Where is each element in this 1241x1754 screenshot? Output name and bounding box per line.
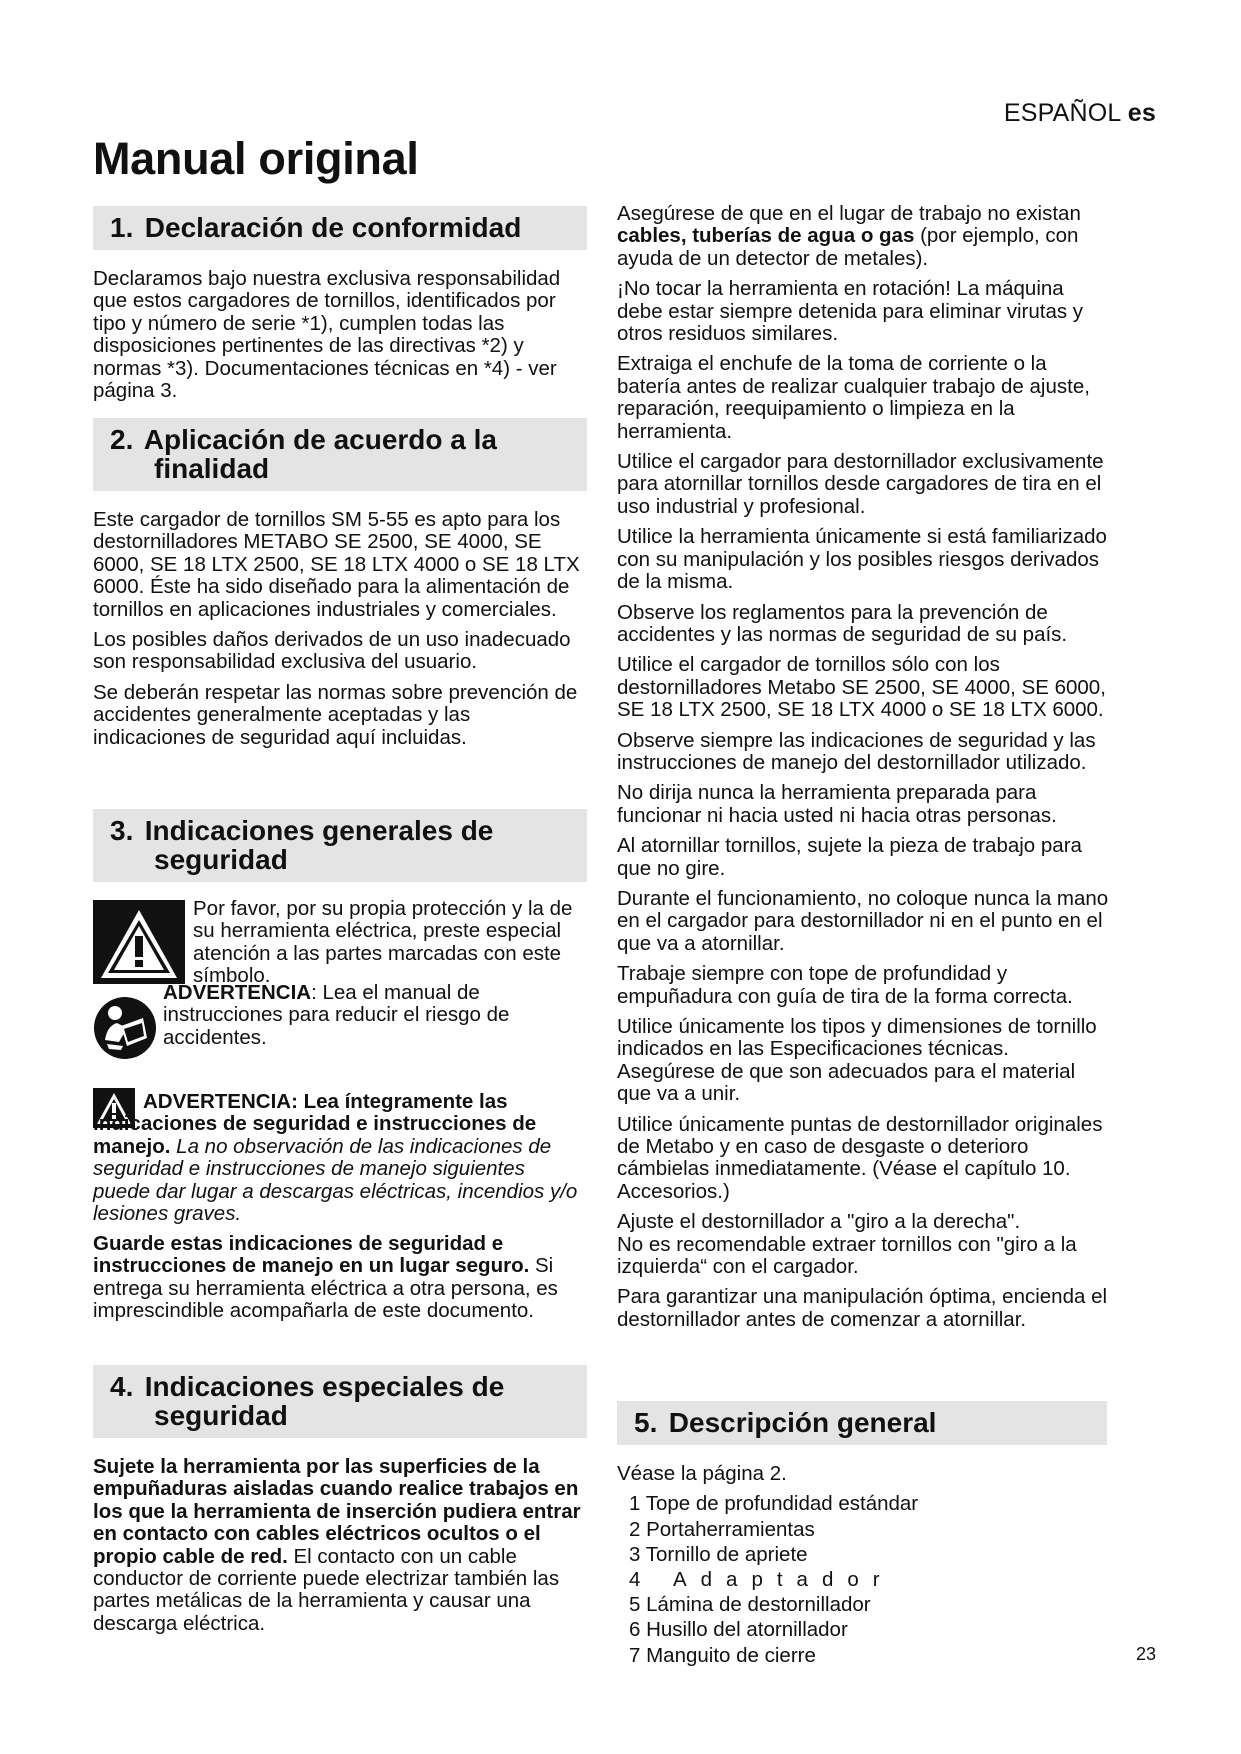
- parts-list-item: 4 Adaptador: [629, 1568, 894, 1592]
- right-paragraph-2: ¡No tocar la herramienta en rotación! La máquina debe estar siempre detenida para eliminar virutas y otros residuos similares.: [617, 277, 1084, 346]
- parts-list: [617, 1491, 1107, 1667]
- right-paragraph-14: Utilice únicamente puntas de destornillador originales de Metabo y en caso de desgaste o deterioro cámbielas inmediatamente. (Véase el capítulo 10. Accesorios.): [617, 1112, 1103, 1203]
- section-5: [617, 1401, 1107, 1668]
- section-3-number: 3.: [110, 815, 134, 846]
- section-5-title: Descripción general: [668, 1407, 937, 1438]
- right-paragraph-7: Utilice el cargador de tornillos sólo con los destornilladores Metabo SE 2500, SE 4000, SE 6000, SE 18 LTX 2500, SE 18 LTX 4000 o SE 18 LTX 6000.: [617, 653, 1106, 722]
- right-paragraph-1: [617, 203, 1111, 270]
- section-2-number: 2.: [110, 424, 134, 455]
- right-paragraph-1-start: Asegúrese de que en el lugar de trabajo no existan: [617, 202, 1081, 225]
- right-paragraph-4: Utilice el cargador para destornillador exclusivamente para atornillar tornillos desde cargadores de tira en el uso industrial y profesional.: [617, 450, 1104, 518]
- section-1: [93, 206, 587, 402]
- parts-list-item: 7 Manguito de cierre: [629, 1643, 816, 1667]
- section-3-title-line-2: seguridad: [154, 844, 288, 875]
- right-paragraph-8: Observe siempre las indicaciones de seguridad y las instrucciones de manejo del destornillador utilizado.: [617, 728, 1096, 774]
- parts-list-item: 1 Tope de profundidad estándar: [629, 1492, 919, 1516]
- right-paragraph-15: [617, 1211, 1111, 1278]
- section-1-number: 1.: [110, 212, 134, 243]
- section-4-paragraph-bold: Sujete la herramienta por las superficies de la empuñaduras aisladas cuando realice trabajos en los que la herramienta de inserción pudiera entrar en contacto con cables eléctricos ocultos o el propio cable de red.: [93, 1455, 581, 1568]
- right-paragraph-12: Trabaje siempre con tope de profundidad y empuñadura con guía de tira de la forma correcta.: [617, 962, 1073, 1008]
- right-paragraph-5: Utilice la herramienta únicamente si está familiarizado con su manipulación y los posibles riesgos derivados de la misma.: [617, 525, 1107, 594]
- safety-warning-paragraph: [93, 1091, 587, 1225]
- right-paragraph-6: Observe los reglamentos para la prevención de accidentes y las normas de seguridad de su país.: [617, 600, 1068, 646]
- language-code: es: [1127, 99, 1156, 127]
- section-4-number: 4.: [110, 1371, 134, 1402]
- read-manual-warning-text: : Lea el manual de instrucciones para reducir el riesgo de accidentes.: [163, 981, 510, 1049]
- right-paragraph-15-line-2: No es recomendable extraer tornillos con "giro a la izquierda“ con el cargador.: [617, 1232, 1077, 1279]
- section-5-intro: Véase la página 2.: [617, 1462, 787, 1485]
- section-2: [93, 418, 587, 749]
- right-paragraph-1-bold: cables, tuberías de agua o gas: [617, 224, 915, 248]
- section-4: [93, 1365, 587, 1635]
- section-2-title-line-2: finalidad: [154, 453, 270, 484]
- right-paragraph-16: Para garantizar una manipulación óptima, encienda el destornillador antes de comenzar a atornillar.: [617, 1285, 1108, 1331]
- right-paragraph-9: No dirija nunca la herramienta preparada para funcionar ni hacia usted ni hacia otras personas.: [617, 781, 1057, 827]
- section-2-paragraph-1: Este cargador de tornillos SM 5-55 es apto para los destornilladores METABO SE 2500, SE 4000, SE 6000, SE 18 LTX 2500, SE 18 LTX 4000 o SE 18 LTX 6000. Éste ha sido diseñado para la alimentación de tornillos en aplicaciones industriales y comerciales.: [93, 508, 580, 621]
- section-4-title-line-2: seguridad: [154, 1400, 288, 1431]
- right-paragraph-1-end: (por ejemplo, con ayuda de un detector de metales).: [617, 224, 1079, 270]
- language-label: ESPAÑOL: [1003, 99, 1121, 127]
- section-4-heading: [93, 1365, 587, 1438]
- right-paragraph-15-line-1: Ajuste el destornillador a "giro a la derecha".: [617, 1210, 1021, 1234]
- read-manual-warning-label: ADVERTENCIA: [163, 981, 312, 1004]
- read-manual-warning: [163, 982, 587, 1049]
- read-manual-icon: [93, 996, 157, 1060]
- section-1-paragraph: Declaramos bajo nuestra exclusiva responsabilidad que estos cargadores de tornillos, identificados por tipo y número de serie *1), cumplen todas las disposiciones pertinentes de las directivas *2) y normas *3). Documentaciones técnicas en *4) - ver página 3.: [93, 267, 561, 403]
- parts-list-item: 2 Portaherramientas: [629, 1517, 815, 1541]
- section-2-title-line-1: Aplicación de acuerdo a la: [143, 424, 497, 455]
- right-paragraph-13: Utilice únicamente los tipos y dimensiones de tornillo indicados en las Especificaciones técnicas. Asegúrese de que son adecuados para el material que va a unir.: [617, 1015, 1097, 1106]
- section-5-number: 5.: [634, 1407, 658, 1438]
- safety-warning-italic: La no observación de las indicaciones de seguridad e instrucciones de manejo siguientes puede dar lugar a descargas eléctricas, incendios y/o lesiones graves.: [93, 1134, 578, 1226]
- keep-instructions-paragraph: [93, 1233, 587, 1323]
- section-4-paragraph: [93, 1456, 587, 1635]
- section-3-title-line-1: Indicaciones generales de: [144, 815, 494, 846]
- document-title: Manual original: [93, 133, 419, 184]
- warning-triangle-icon: [93, 900, 185, 984]
- section-1-title: Declaración de conformidad: [144, 212, 522, 243]
- safety-list: [617, 203, 1111, 1331]
- symbol-explanation: Por favor, por su propia protección y la de su herramienta eléctrica, preste especial atención a las partes marcadas con este símbolo.: [193, 897, 573, 988]
- parts-list-item: 3 Tornillo de apriete: [629, 1542, 808, 1566]
- section-2-paragraph-3: Se deberán respetar las normas sobre prevención de accidentes generalmente aceptadas y las indicaciones de seguridad aquí incluidas.: [93, 680, 578, 749]
- keep-instructions-bold: Guarde estas indicaciones de seguridad e instrucciones de manejo en un lugar seguro.: [93, 1232, 530, 1278]
- language-header: [1004, 99, 1156, 128]
- right-paragraph-10: Al atornillar tornillos, sujete la pieza de trabajo para que no gire.: [617, 834, 1082, 880]
- right-paragraph-3: Extraiga el enchufe de la toma de corriente o la batería antes de realizar cualquier trabajo de ajuste, reparación, reequipamiento o limpieza en la herramienta.: [617, 352, 1090, 443]
- section-3-heading: [93, 809, 587, 882]
- parts-list-item: 6 Husillo del atornillador: [629, 1618, 848, 1642]
- keep-instructions-text: Si entrega su herramienta eléctrica a otra persona, es imprescindible acompañarla de este documento.: [93, 1254, 558, 1323]
- section-4-title-line-1: Indicaciones especiales de: [144, 1371, 505, 1402]
- section-4-paragraph-text: El contacto con un cable conductor de corriente puede electrizar también las partes metálicas de la herramienta y causar una descarga eléctrica.: [93, 1544, 560, 1635]
- page-number: 23: [1136, 1644, 1157, 1664]
- section-2-paragraph-2: Los posibles daños derivados de un uso inadecuado son responsabilidad exclusiva del usuario.: [93, 628, 571, 674]
- right-paragraph-11: Durante el funcionamiento, no coloque nunca la mano en el cargador para destornillador ni en el punto en el que va a atornillar.: [617, 886, 1109, 955]
- safety-warning-bold: ADVERTENCIA: Lea íntegramente las indicaciones de seguridad e instrucciones de manejo.: [93, 1090, 537, 1158]
- section-3: [93, 809, 587, 882]
- section-5-heading: [617, 1401, 1107, 1445]
- section-1-heading: [93, 206, 587, 250]
- parts-list-item: 5 Lámina de destornillador: [629, 1593, 871, 1617]
- section-2-heading: [93, 418, 587, 491]
